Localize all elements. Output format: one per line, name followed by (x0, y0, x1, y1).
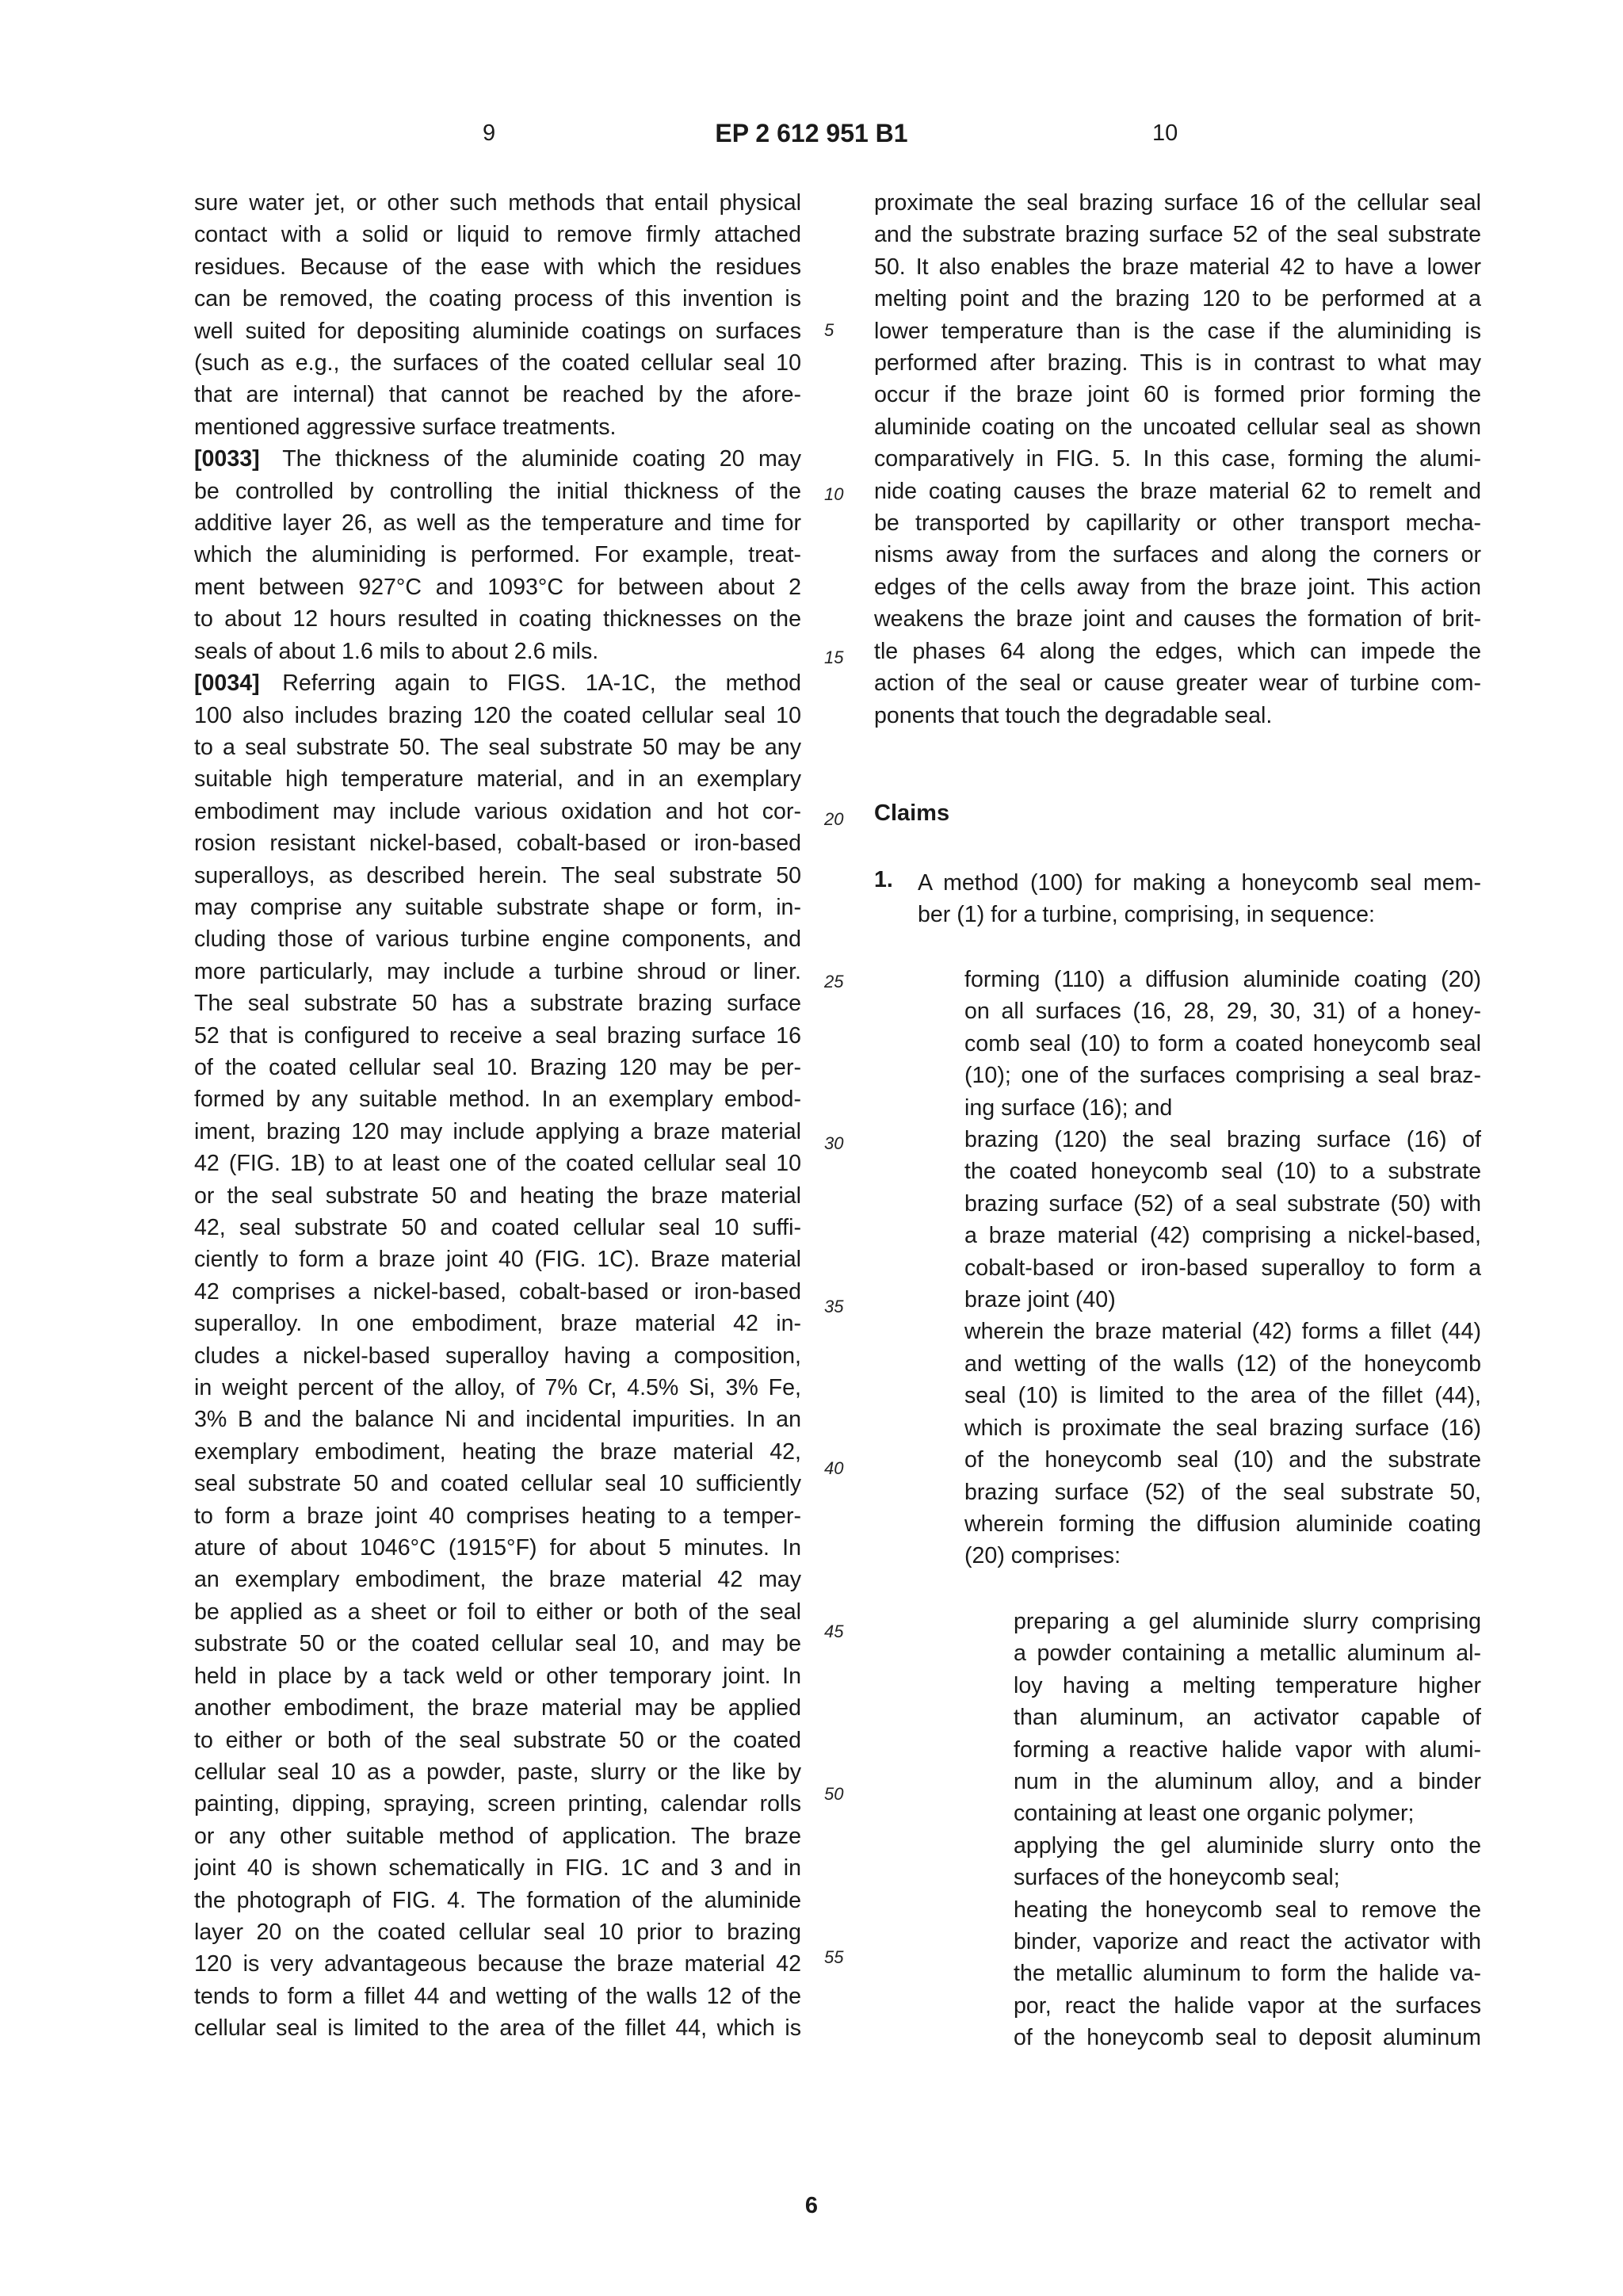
text-line: and the substrate brazing surface 52 of the seal substrate (874, 222, 1481, 248)
text-line: wherein forming the diffusion aluminide coating (964, 1511, 1481, 1537)
line-number: 10 (824, 484, 844, 504)
claims-heading: Claims (874, 800, 950, 826)
text-line: which the aluminiding is performed. For example, treat- (194, 542, 801, 568)
text-line: forming a reactive halide vapor with alumi- (1014, 1736, 1481, 1763)
text-line: and wetting of the walls (12) of the honeycomb (964, 1350, 1481, 1377)
text-line: superalloys, as described herein. The seal substrate 50 (194, 862, 801, 888)
text-line: of the coated cellular seal 10. Brazing 120 may be per- (194, 1054, 801, 1080)
line-number: 50 (824, 1784, 844, 1804)
claim-1-steps (964, 964, 1481, 1572)
text-line: to form a braze joint 40 comprises heating to a temper- (194, 1503, 801, 1529)
right-page-number: 10 (1152, 120, 1178, 146)
text-line: of the honeycomb seal (10) and the substrate (964, 1447, 1481, 1473)
text-line: 3% B and the balance Ni and incidental impurities. In an (194, 1407, 801, 1433)
text-line: occur if the braze joint 60 is formed prior forming the (874, 382, 1481, 408)
text-line: 50. It also enables the braze material 42 to have a lower (874, 254, 1481, 280)
left-page-number: 9 (483, 120, 496, 146)
text-line: exemplary embodiment, heating the braze material 42, (194, 1438, 801, 1465)
footer-page-number: 6 (804, 2193, 819, 2218)
text-line: containing at least one organic polymer; (1014, 1801, 1415, 1827)
text-line: [0034] Referring again to FIGS. 1A-1C, the method (194, 670, 801, 697)
text-line: cobalt-based or iron-based superalloy to form a (964, 1255, 1481, 1281)
text-line: formed by any suitable method. In an exemplary embod- (194, 1087, 801, 1113)
text-line: which is proximate the seal brazing surface (16) (964, 1415, 1481, 1441)
paragraph-number: [0034] (194, 670, 260, 697)
text-line: to either or both of the seal substrate 50 or the coated (194, 1727, 801, 1753)
text-line: aluminide coating on the uncoated cellular seal as shown (874, 414, 1481, 440)
text-line: cellular seal is limited to the area of the fillet 44, which is (194, 2015, 801, 2042)
patent-number: EP 2 612 951 B1 (715, 119, 908, 147)
claim-1-substeps (1014, 1606, 1481, 2054)
text-line: seals of about 1.6 mils to about 2.6 mils. (194, 638, 599, 664)
text-line: in weight percent of the alloy, of 7% Cr, 4.5% Si, 3% Fe, (194, 1375, 801, 1401)
text-line: well suited for depositing aluminide coatings on surfaces (194, 318, 801, 344)
text-line: edges of the cells away from the braze joint. This action (874, 574, 1481, 600)
text-line: layer 20 on the coated cellular seal 10 prior to brazing (194, 1919, 801, 1945)
claim-1-intro (918, 867, 1481, 931)
text-line: 42, seal substrate 50 and coated cellular seal 10 suffi- (194, 1215, 801, 1240)
text-line: surfaces of the honeycomb seal; (1014, 1865, 1340, 1891)
text-line: brazing (120) the seal brazing surface (16) of (964, 1127, 1481, 1153)
text-line: tle phases 64 along the edges, which can impede the (874, 638, 1481, 664)
text-line: wherein the braze material (42) forms a fillet (44) (964, 1319, 1481, 1345)
text-line: the photograph of FIG. 4. The formation of the aluminide (194, 1887, 801, 1913)
text-line: be transported by capillarity or other transport mecha- (874, 510, 1481, 537)
line-number: 5 (824, 320, 834, 340)
text-line: of the honeycomb seal to deposit aluminum (1014, 2025, 1481, 2051)
text-line: weakens the braze joint and causes the formation of brit- (874, 606, 1481, 632)
text-line: seal (10) is limited to the area of the fillet (44), (964, 1383, 1481, 1409)
text-line: tends to form a fillet 44 and wetting of the walls 12 of the (194, 1983, 801, 2009)
text-line: ment between 927°C and 1093°C for between about 2 (194, 574, 801, 600)
text-line: [0033] The thickness of the aluminide coating 20 may (194, 446, 801, 472)
text-line: lower temperature than is the case if the aluminiding is (874, 318, 1481, 344)
text-line: than aluminum, an activator capable of (1014, 1705, 1481, 1731)
text-line: a powder containing a metallic aluminum al- (1014, 1641, 1481, 1667)
text-line: substrate 50 or the coated cellular seal 10, and may be (194, 1631, 801, 1657)
text-line: (10); one of the surfaces comprising a seal braz- (964, 1063, 1481, 1089)
line-number: 35 (824, 1297, 844, 1316)
text-line: be controlled by controlling the initial thickness of the (194, 478, 801, 504)
text-line: another embodiment, the braze material may be applied (194, 1695, 801, 1721)
text-line: comb seal (10) to form a coated honeycomb seal (964, 1030, 1481, 1056)
text-line: rosion resistant nickel-based, cobalt-based or iron-based (194, 831, 801, 857)
text-line: additive layer 26, as well as the temperature and time for (194, 510, 801, 537)
text-line: more particularly, may include a turbine shroud or liner. (194, 958, 801, 984)
text-line: seal substrate 50 and coated cellular seal 10 sufficiently (194, 1471, 801, 1497)
line-number: 20 (824, 809, 844, 829)
text-line: brazing surface (52) of the seal substrate 50, (964, 1479, 1481, 1505)
text-line: nide coating causes the braze material 62 to remelt and (874, 478, 1481, 504)
text-line: suitable high temperature material, and in an exemplary (194, 766, 801, 793)
text-line: binder, vaporize and react the activator with (1014, 1929, 1481, 1955)
text-line: performed after brazing. This is in contrast to what may (874, 350, 1481, 376)
text-line: action of the seal or cause greater wear of turbine com- (874, 670, 1481, 697)
text-line: (such as e.g., the surfaces of the coated cellular seal 10 (194, 350, 801, 376)
line-number: 45 (824, 1622, 844, 1641)
text-line: 52 that is configured to receive a seal brazing surface 16 (194, 1022, 801, 1049)
text-line: num in the aluminum alloy, and a binder (1014, 1769, 1481, 1795)
text-line: ponents that touch the degradable seal. (874, 702, 1273, 728)
paragraph-number: [0033] (194, 446, 260, 472)
text-line: ber (1) for a turbine, comprising, in sequence: (918, 902, 1375, 928)
text-line: painting, dipping, spraying, screen printing, calendar rolls (194, 1791, 801, 1817)
text-line: the metallic aluminum to form the halide va- (1014, 1961, 1481, 1987)
right-column-text (874, 187, 1481, 732)
text-line: on all surfaces (16, 28, 29, 30, 31) of a honey- (964, 999, 1481, 1025)
line-number: 25 (824, 972, 844, 991)
text-line: contact with a solid or liquid to remove firmly attached (194, 222, 801, 248)
text-line: 42 comprises a nickel-based, cobalt-based or iron-based (194, 1278, 801, 1305)
left-column (194, 187, 801, 2045)
text-line: to about 12 hours resulted in coating thicknesses on the (194, 606, 801, 632)
text-line: nisms away from the surfaces and along the corners or (874, 542, 1481, 568)
text-line: preparing a gel aluminide slurry comprising (1014, 1609, 1481, 1634)
text-line: heating the honeycomb seal to remove the (1014, 1897, 1481, 1923)
text-line: ature of about 1046°C (1915°F) for about 5 minutes. In (194, 1535, 801, 1561)
text-line: por, react the halide vapor at the surfaces (1014, 1992, 1481, 2019)
text-line: braze joint (40) (964, 1287, 1116, 1313)
text-line: iment, brazing 120 may include applying a braze material (194, 1118, 801, 1144)
line-number: 55 (824, 1947, 844, 1967)
text-line: (20) comprises: (964, 1543, 1121, 1569)
text-line: The seal substrate 50 has a substrate brazing surface (194, 991, 801, 1017)
text-line: ciently to form a braze joint 40 (FIG. 1C). Braze material (194, 1247, 801, 1273)
text-line: forming (110) a diffusion aluminide coating (20) (964, 967, 1481, 992)
text-line: the coated honeycomb seal (10) to a substrate (964, 1159, 1481, 1185)
text-line: 100 also includes brazing 120 the coated cellular seal 10 (194, 702, 801, 728)
text-line: A method (100) for making a honeycomb seal mem- (918, 870, 1481, 896)
text-line: ing surface (16); and (964, 1095, 1173, 1121)
text-line: brazing surface (52) of a seal substrate (50) with (964, 1190, 1481, 1217)
text-line: residues. Because of the ease with which the residues (194, 254, 801, 280)
text-line: a braze material (42) comprising a nickel-based, (964, 1223, 1481, 1249)
claim-1-number: 1. (874, 867, 893, 892)
text-line: embodiment may include various oxidation and hot cor- (194, 798, 801, 824)
text-line: sure water jet, or other such methods that entail physical (194, 190, 801, 216)
text-line: 42 (FIG. 1B) to at least one of the coated cellular seal 10 (194, 1151, 801, 1177)
text-line: cluding those of various turbine engine components, and (194, 926, 801, 953)
text-line: may comprise any suitable substrate shape or form, in- (194, 894, 801, 920)
text-line: mentioned aggressive surface treatments. (194, 414, 617, 440)
text-line: loy having a melting temperature higher (1014, 1672, 1481, 1698)
text-line: to a seal substrate 50. The seal substrate 50 may be any (194, 734, 801, 760)
line-number: 15 (824, 648, 844, 667)
text-line: can be removed, the coating process of this invention is (194, 286, 801, 312)
text-line: 120 is very advantageous because the braze material 42 (194, 1951, 801, 1977)
text-line: proximate the seal brazing surface 16 of the cellular seal (874, 190, 1481, 216)
text-line: melting point and the brazing 120 to be performed at a (874, 286, 1481, 312)
text-line: superalloy. In one embodiment, braze material 42 in- (194, 1311, 801, 1337)
text-line: be applied as a sheet or foil to either or both of the seal (194, 1599, 801, 1625)
text-line: an exemplary embodiment, the braze material 42 may (194, 1567, 801, 1593)
text-line: applying the gel aluminide slurry onto the (1014, 1832, 1481, 1859)
text-line: held in place by a tack weld or other temporary joint. In (194, 1663, 801, 1689)
line-number: 30 (824, 1133, 844, 1153)
line-number: 40 (824, 1458, 844, 1478)
text-line: cellular seal 10 as a powder, paste, slurry or the like by (194, 1759, 801, 1785)
text-line: joint 40 is shown schematically in FIG. 1C and 3 and in (194, 1855, 801, 1881)
text-line: cludes a nickel-based superalloy having a composition, (194, 1343, 801, 1369)
text-line: comparatively in FIG. 5. In this case, forming the alumi- (874, 446, 1481, 472)
text-line: or any other suitable method of application. The braze (194, 1823, 801, 1849)
text-line: that are internal) that cannot be reached by the afore- (194, 382, 801, 408)
text-line: or the seal substrate 50 and heating the braze material (194, 1182, 801, 1209)
